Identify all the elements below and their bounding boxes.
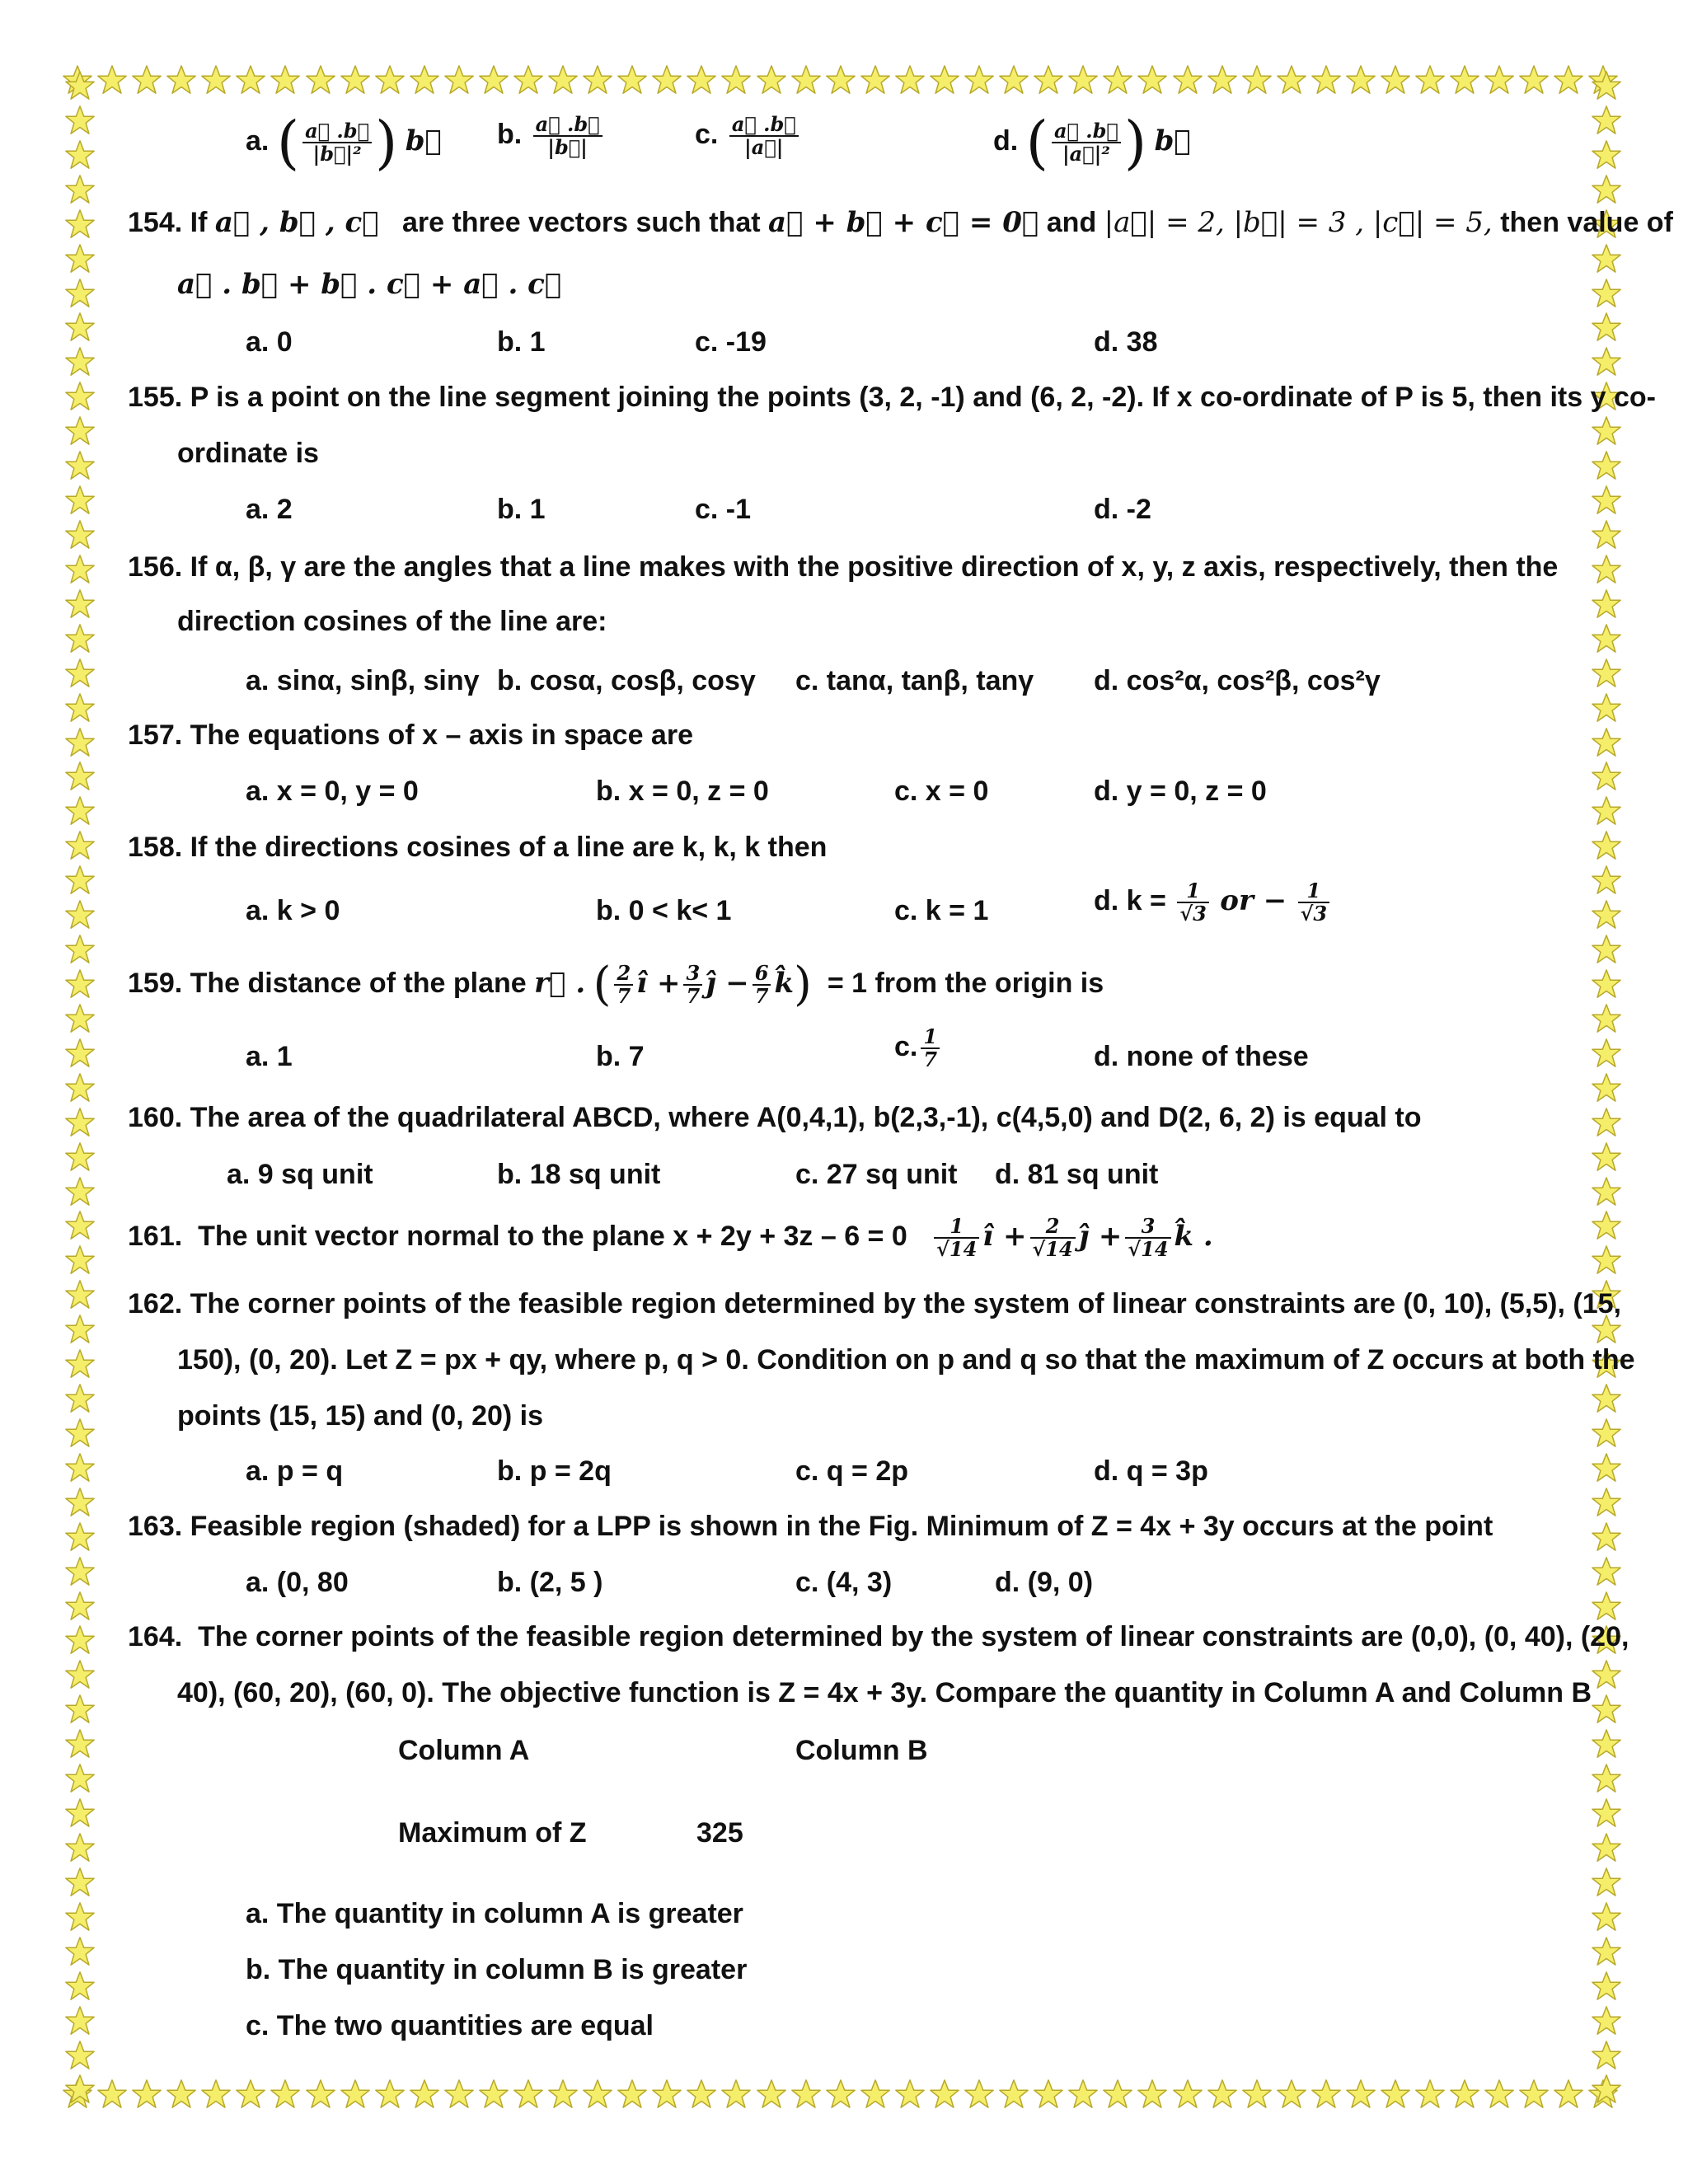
fraction-numerator: 1 xyxy=(1298,880,1329,903)
q160-option-d: d. 81 sq unit xyxy=(995,1159,1159,1190)
q159-option-d: d. none of these xyxy=(1094,1041,1309,1072)
q158-option-d xyxy=(1094,880,1333,925)
q153-option-c xyxy=(695,114,802,158)
q155-option-b: b. 1 xyxy=(497,494,546,525)
option-label: b. xyxy=(497,118,523,150)
question-number: 158. xyxy=(128,832,183,863)
math-expression: k̂ xyxy=(774,966,795,1000)
q155-option-c: c. -1 xyxy=(695,494,752,525)
math-expression: a⃗ + b⃗ + c⃗ = 0⃗ xyxy=(768,206,1039,239)
question-text-continued: points (15, 15) and (0, 20) is xyxy=(177,1400,544,1432)
fraction-denominator: |b⃗| xyxy=(547,135,588,159)
q157-option-d: d. y = 0, z = 0 xyxy=(1094,776,1267,807)
q162-option-b: b. p = 2q xyxy=(497,1455,612,1487)
fraction-denominator: |a⃗| xyxy=(744,135,784,159)
question-text: The distance of the plane xyxy=(190,967,527,999)
fraction-denominator: |a⃗|² xyxy=(1062,142,1110,166)
question-text: The area of the quadrilateral ABCD, where A(0,4,1), b(2,3,-1), c(4,5,0) and D(2, 6, 2) is equal to xyxy=(190,1102,1422,1133)
q162-option-d: d. q = 3p xyxy=(1094,1455,1208,1487)
q160-option-b: b. 18 sq unit xyxy=(497,1159,661,1190)
question-text-continued: ordinate is xyxy=(177,438,319,469)
fraction-numerator: a⃗ .b⃗ xyxy=(729,114,799,137)
q164-option-c: c. The two quantities are equal xyxy=(246,2010,654,2041)
fraction-numerator: 1 xyxy=(921,1026,940,1049)
q159-option-c xyxy=(894,1026,943,1071)
fraction-denominator: |b⃗|² xyxy=(312,142,362,166)
fraction-denominator: 7 xyxy=(754,984,769,1008)
option-label: c. xyxy=(695,118,719,150)
q160-option-c: c. 27 sq unit xyxy=(795,1159,958,1190)
fraction-denominator: √3 xyxy=(1179,902,1207,926)
math-expression: ĵ − xyxy=(706,966,749,1000)
q155-option-d: d. -2 xyxy=(1094,494,1151,525)
question-157 xyxy=(128,719,693,752)
fraction-denominator: 7 xyxy=(923,1047,938,1071)
fraction-numerator: a⃗ .b⃗ xyxy=(1052,120,1121,143)
fraction-numerator: 2 xyxy=(1030,1216,1076,1239)
column-a-header: Column A xyxy=(398,1735,530,1766)
math-expression: ĵ + xyxy=(1078,1219,1123,1253)
fraction-denominator: 7 xyxy=(686,984,701,1008)
fraction-numerator: 1 xyxy=(1177,880,1208,903)
math-expression: k̂ . xyxy=(1174,1219,1213,1253)
question-number: 154. xyxy=(128,207,183,238)
question-159: 159. The distance of the plane r⃗ . ( $\frac{2}{7}$ î + $\frac{3}{7}$ ĵ − $\frac{6}{7}$ k̂) = 1 from the origin is xyxy=(128,958,1104,1011)
question-text: then value of xyxy=(1500,207,1673,238)
question-text: The corner points of the feasible region determined by the system of linear constraints are (0,0), (0, 40), (20, xyxy=(198,1621,1629,1652)
question-text-continued: 150), (0, 20). Let Z = px + qy, where p, q > 0. Condition on p and q so that the maximum of Z occurs at both the xyxy=(177,1344,1635,1376)
q157-option-b: b. x = 0, z = 0 xyxy=(596,776,769,807)
q160-option-a: a. 9 sq unit xyxy=(227,1159,373,1190)
math-expression: r⃗ . xyxy=(534,966,586,1000)
question-number: 161. xyxy=(128,1220,183,1252)
question-text: Feasible region (shaded) for a LPP is shown in the Fig. Minimum of Z = 4x + 3y occurs at the point xyxy=(190,1511,1493,1542)
math-expression: |a⃗| = 2, |b⃗| = 3 , |c⃗| = 5, xyxy=(1104,206,1493,239)
q157-option-a: a. x = 0, y = 0 xyxy=(246,776,419,807)
question-text: = 1 from the origin is xyxy=(827,967,1104,999)
question-number: 156. xyxy=(128,551,183,583)
column-b-value: 325 xyxy=(696,1817,743,1849)
question-number: 155. xyxy=(128,382,183,413)
fraction-numerator: a⃗ .b⃗ xyxy=(302,120,372,143)
q163-option-d: d. (9, 0) xyxy=(995,1567,1094,1598)
q153-option-a: a. ( $\frac{a⃗ .b⃗}{\text{|b⃗|²}}$ ) b⃗ xyxy=(246,109,442,176)
fraction-denominator: √14 xyxy=(1128,1237,1169,1261)
question-156 xyxy=(128,551,1558,583)
question-158 xyxy=(128,831,827,864)
q158-option-c: c. k = 1 xyxy=(894,895,989,926)
q163-option-c: c. (4, 3) xyxy=(795,1567,893,1598)
option-label: d. xyxy=(993,124,1019,157)
question-160 xyxy=(128,1101,1422,1134)
vector: b⃗ xyxy=(405,124,442,157)
fraction-numerator: a⃗ .b⃗ xyxy=(533,114,603,137)
option-label: c. xyxy=(894,1030,918,1062)
q158-option-a: a. k > 0 xyxy=(246,895,340,926)
question-161 xyxy=(128,1216,1213,1260)
fraction-denominator: √3 xyxy=(1300,902,1328,926)
q156-option-b: b. cosα, cosβ, cosγ xyxy=(497,665,756,696)
fraction-numerator: 3 xyxy=(1125,1216,1170,1239)
question-163 xyxy=(128,1510,1493,1543)
fraction-numerator: 6 xyxy=(753,963,771,986)
q162-option-c: c. q = 2p xyxy=(795,1455,908,1487)
fraction-numerator: 2 xyxy=(614,963,633,986)
math-expression: î + xyxy=(636,966,681,1000)
q153-option-d: d. ( $\frac{a⃗ .b⃗}{\text{|a⃗|²}}$ ) b⃗ xyxy=(993,109,1191,176)
question-number: 159. xyxy=(128,967,183,999)
q156-option-d: d. cos²α, cos²β, cos²γ xyxy=(1094,665,1381,696)
q156-option-c: c. tanα, tanβ, tanγ xyxy=(795,665,1034,696)
math-expression: a⃗ , b⃗ , c⃗ xyxy=(214,206,379,239)
fraction-denominator: √14 xyxy=(936,1237,978,1261)
question-text: are three vectors such that xyxy=(401,207,761,238)
q156-option-a: a. sinα, sinβ, sinγ xyxy=(246,665,480,696)
fraction-numerator: 1 xyxy=(934,1216,979,1239)
question-155 xyxy=(128,381,1656,414)
question-text-continued: direction cosines of the line are: xyxy=(177,606,607,637)
fraction-denominator: √14 xyxy=(1032,1237,1073,1261)
q164-option-a: a. The quantity in column A is greater xyxy=(246,1898,743,1929)
question-text: The equations of x – axis in space are xyxy=(190,719,693,751)
question-text: P is a point on the line segment joining the points (3, 2, -1) and (6, 2, -2). If x co-ordinate of P is 5, then its y co- xyxy=(190,382,1656,413)
q159-option-b: b. 7 xyxy=(596,1041,645,1072)
question-number: 160. xyxy=(128,1102,183,1133)
column-b-header: Column B xyxy=(795,1735,928,1766)
math-expression: or − xyxy=(1220,883,1287,917)
question-164 xyxy=(128,1620,1629,1653)
fraction-denominator: 7 xyxy=(617,984,631,1008)
question-text: If the directions cosines of a line are k, k, k then xyxy=(190,832,828,863)
math-expression: î + xyxy=(982,1219,1027,1253)
option-label: a. xyxy=(246,124,270,157)
question-number: 162. xyxy=(128,1288,183,1319)
q163-option-a: a. (0, 80 xyxy=(246,1567,349,1598)
q157-option-c: c. x = 0 xyxy=(894,776,989,807)
question-text: The unit vector normal to the plane x + 2y + 3z – 6 = 0 xyxy=(198,1220,907,1252)
q158-option-b: b. 0 < k< 1 xyxy=(596,895,732,926)
question-text: If xyxy=(190,207,208,238)
q162-option-a: a. p = q xyxy=(246,1455,344,1487)
question-number: 157. xyxy=(128,719,183,751)
question-text: and xyxy=(1046,207,1097,238)
option-label: d. k = xyxy=(1094,884,1166,916)
question-text-continued: 40), (60, 20), (60, 0). The objective function is Z = 4x + 3y. Compare the quantity in Column A and Column B xyxy=(177,1677,1592,1708)
q154-option-a: a. 0 xyxy=(246,326,293,358)
q159-option-a: a. 1 xyxy=(246,1041,293,1072)
question-text: The corner points of the feasible region determined by the system of linear constraints are (0, 10), (5,5), (15, xyxy=(190,1288,1621,1319)
q154-option-d: d. 38 xyxy=(1094,326,1158,358)
question-number: 164. xyxy=(128,1621,183,1652)
vector: b⃗ xyxy=(1154,124,1191,157)
column-a-value: Maximum of Z xyxy=(398,1817,587,1849)
q164-option-b: b. The quantity in column B is greater xyxy=(246,1954,748,1985)
q154-option-b: b. 1 xyxy=(497,326,546,358)
question-text: If α, β, γ are the angles that a line makes with the positive direction of x, y, z axis, respectively, then the xyxy=(190,551,1559,583)
fraction-numerator: 3 xyxy=(683,963,702,986)
q155-option-a: a. 2 xyxy=(246,494,293,525)
q154-option-c: c. -19 xyxy=(695,326,767,358)
question-154 xyxy=(128,206,1673,239)
question-162 xyxy=(128,1287,1621,1320)
question-154-expression: a⃗ . b⃗ + b⃗ . c⃗ + a⃗ . c⃗ xyxy=(177,268,562,301)
q153-option-b xyxy=(497,114,606,158)
question-number: 163. xyxy=(128,1511,183,1542)
q163-option-b: b. (2, 5 ) xyxy=(497,1567,603,1598)
